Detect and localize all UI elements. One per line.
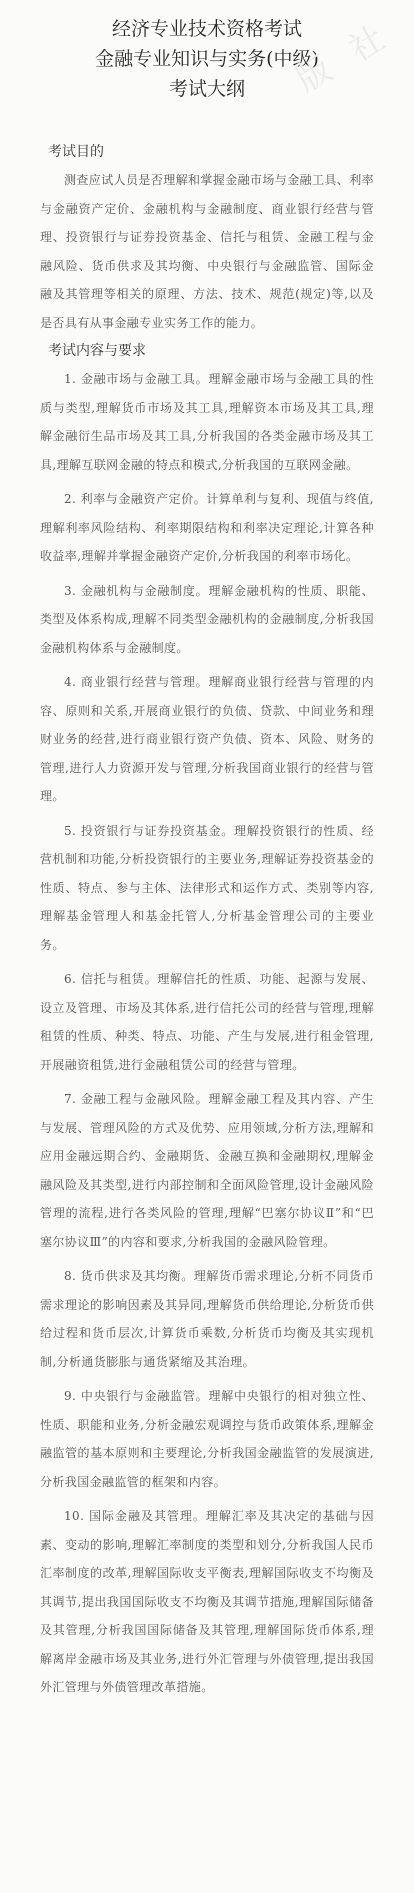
purpose-heading: 考试目的 (48, 144, 104, 160)
requirement-item-7: 7. 金融工程与金融风险。理解金融工程及其内容、产生与发展、管理风险的方式及优势、应用领域,分析方法,理解和应用金融远期合约、金融期货、金融互换和金融期权,理解金融风险及其类型,进行内部控制和全面风险管理,设计金融风险管理的流程,进行各类风险的管理,理解“巴塞尔协议Ⅱ”和“巴塞尔协议Ⅲ”的内容和要求,分析我国的金融风险管理。 (40, 1092, 374, 1249)
requirement-item-8: 8. 货币供求及其均衡。理解货币需求理论,分析不同货币需求理论的影响因素及其异同,理解货币供给理论,分析货币供给过程和货币层次,计算货币乘数,分析货币均衡及其实现机制,分析通货膨胀与通货紧缩及其治理。 (40, 1269, 374, 1369)
watermark: 版 社 (289, 14, 399, 101)
requirement-item-6: 6. 信托与租赁。理解信托的性质、功能、起源与发展、设立及管理、市场及其体系,进行信托公司的经营与管理,理解租赁的性质、种类、特点、功能、产生与发展,进行租金管理,开展融资租赁,进行金融租赁公司的经营与管理。 (40, 972, 374, 1072)
title-line-2: 金融专业知识与实务(中级) (95, 48, 319, 70)
title-line-1: 经济专业技术资格考试 (111, 18, 302, 40)
requirement-item-3: 3. 金融机构与金融制度。理解金融机构的性质、职能、类型及体系构成,理解不同类型金融机构的金融制度,分析我国金融机构体系与金融制度。 (40, 583, 374, 655)
requirement-item-5: 5. 投资银行与证券投资基金。理解投资银行的性质、经营机制和功能,分析投资银行的主要业务,理解证券投资基金的性质、特点、参与主体、法律形式和运作方式、类别等内容,理解基金管理人和基金托管人,分析基金管理公司的主要业务。 (40, 823, 374, 952)
requirement-item-1: 1. 金融市场与金融工具。理解金融市场与金融工具的性质与类型,理解货币市场及其工具,理解资本市场及其工具,理解金融衍生品市场及其工具,分析我国的各类金融市场及其工具,理解互联网金融的特点和模式,分析我国的互联网金融。 (40, 372, 374, 472)
requirement-item-9: 9. 中央银行与金融监管。理解中央银行的相对独立性、性质、职能和业务,分析金融宏观调控与货币政策体系,理解金融监管的基本原则和主要理论,分析我国金融监管的发展演进,分析我国金融监管的框架和内容。 (40, 1389, 374, 1489)
document-body (0, 138, 414, 1702)
title-line-3: 考试大纲 (168, 78, 245, 100)
requirement-item-10: 10. 国际金融及其管理。理解汇率及其决定的基础与因素、变动的影响,理解汇率制度的类型和划分,分析我国人民币汇率制度的改革,理解国际收支平衡表,理解国际收支不均衡及其调节,提出我国国际收支不均衡及其调节措施,理解国际储备及其管理,分析我国国际储备及其管理,理解国际货币体系,理解离岸金融市场及其业务,进行外汇管理与外债管理,提出我国外汇管理与外债管理改革措施。 (40, 1509, 374, 1694)
requirements-heading: 考试内容与要求 (48, 343, 146, 359)
requirement-item-4: 4. 商业银行经营与管理。理解商业银行经营与管理的内容、原则和关系,开展商业银行的负债、贷款、中间业务和理财业务的经营,进行商业银行资产负债、资本、风险、财务的管理,进行人力资源开发与管理,分析我国商业银行的经营与管理。 (40, 675, 374, 803)
requirement-item-2: 2. 利率与金融资产定价。计算单利与复利、现值与终值,理解利率风险结构、利率期限结构和利率决定理论,计算各种收益率,理解并掌握金融资产定价,分析我国的利率市场化。 (40, 492, 374, 563)
purpose-text: 测查应试人员是否理解和掌握金融市场与金融工具、利率与金融资产定价、金融机构与金融制度、商业银行经营与管理、投资银行与证券投资基金、信托与租赁、金融工程与金融风险、货币供求及其均衡、中央银行与金融监管、国际金融及其管理等相关的原理、方法、技术、规范(规定)等,以及是否具有从事金融专业实务工作的能力。 (40, 173, 375, 330)
